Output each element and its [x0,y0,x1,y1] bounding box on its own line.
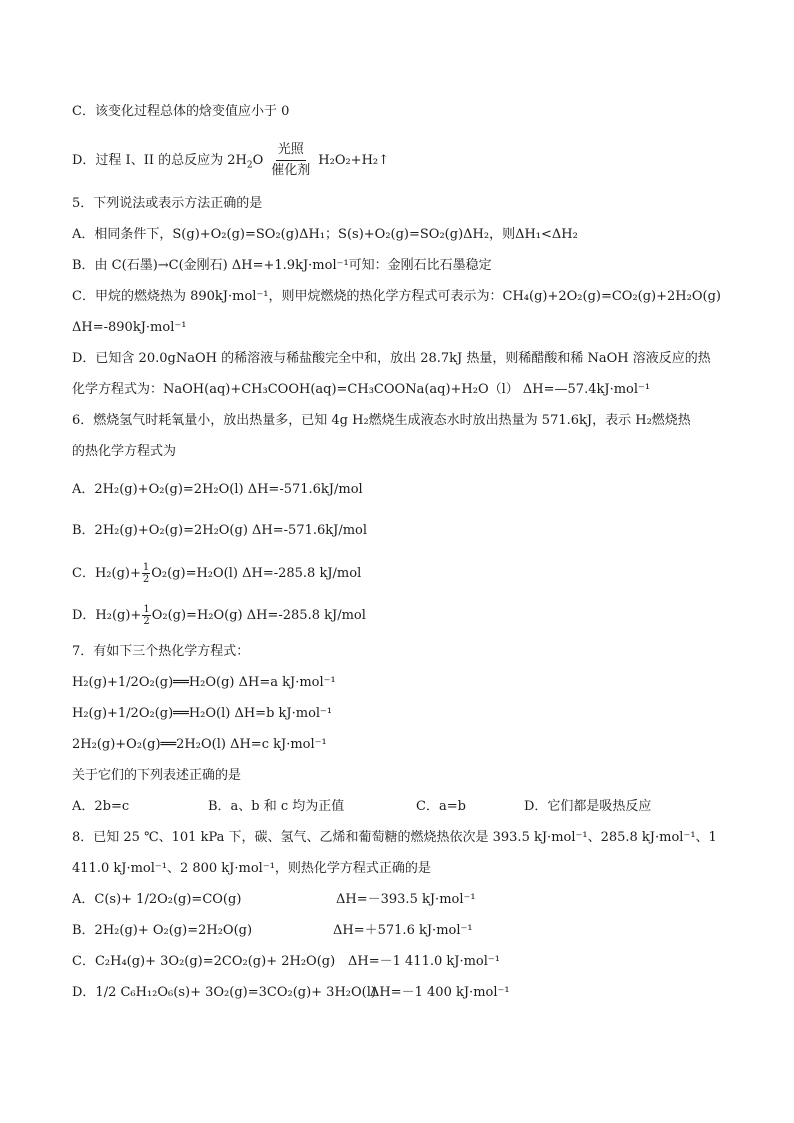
q8-option-c [72,952,335,972]
q7-equation-3: 2H₂(g)+O₂(g)══2H₂O(l) ΔH=c kJ·mol⁻¹ [72,737,327,752]
q8-option-a-equation: A．C(s)+ 1/2O₂(g)=CO(g) [72,892,242,907]
q5-stem: 5．下列说法或表示方法正确的是 [72,196,263,211]
q8-option-c-equation: C．C₂H₄(g)+ 3O₂(g)=2CO₂(g)+ 2H₂O(g) [72,954,336,969]
q8-stem-line1: 8．已知 25 ℃、101 kPa 下，碳、氢气、乙烯和葡萄糖的燃烧热依次是 393.5 kJ·mol⁻¹、285.8 kJ·mol⁻¹、1 [72,830,717,845]
q7-option-d: D．它们都是吸热反应 [524,799,652,814]
fraction-denominator: 2 [143,616,150,627]
q6-stem-line1: 6．燃烧氢气时耗氧量小，放出热量多，已知 4g H₂燃烧生成液态水时放出热量为 571.6kJ，表示 H₂燃烧热 [72,413,691,428]
q8-stem-line2: 411.0 kJ·mol⁻¹、2 800 kJ·mol⁻¹，则热化学方程式正确的是 [72,861,431,876]
q6-stem-line2: 的热化学方程式为 [72,444,177,459]
q6-option-c [72,562,361,585]
q7-stem: 7．有如下三个热化学方程式： [72,644,250,659]
q7-equation-1: H₂(g)+1/2O₂(g)══H₂O(g) ΔH=a kJ·mol⁻¹ [72,675,336,690]
q6-option-d [72,604,366,627]
condition-top: 光照 [276,140,306,161]
q6-option-c-rest: O₂(g)=H₂O(l) ΔH=-285.8 kJ/mol [151,566,362,581]
q7-question: 关于它们的下列表述正确的是 [72,768,242,783]
q5-option-d-line2: 化学方程式为：NaOH(aq)+CH₃COOH(aq)=CH₃COONa(aq)+H₂O（l） ΔH=—57.4kJ·mol⁻¹ [72,382,651,397]
condition-bottom: 催化剂 [271,163,311,178]
q7-equation-2: H₂(g)+1/2O₂(g)══H₂O(l) ΔH=b kJ·mol⁻¹ [72,706,333,721]
fraction-one-half [142,604,150,627]
q8-option-d [72,983,376,1003]
q8-option-d-equation: D．1/2 C₆H₁₂O₆(s)+ 3O₂(g)=3CO₂(g)+ 3H₂O(l) [72,985,376,1000]
q5-option-b: B．由 C(石墨)→C(金刚石) ΔH=+1.9kJ·mol⁻¹可知：金刚石比石墨稳定 [72,258,492,273]
q7-option-c: C．a=b [416,799,466,814]
q7-option-b: B．a、b 和 c 均为正值 [208,799,345,814]
q5-option-c-line1: C．甲烷的燃烧热为 890kJ·mol⁻¹，则甲烷燃烧的热化学方程式可表示为：CH₄(g)+2O₂(g)=CO₂(g)+2H₂O(g) [72,289,721,304]
q8-option-b-enthalpy: ΔH=＋571.6 kJ·mol⁻¹ [333,923,473,938]
q4-option-d: D．过程 I、II 的总反应为 $2H_2O$ 光照 催化剂 H₂O₂+H₂↑ [72,140,389,181]
q4-option-d-products: H₂O₂+H₂↑ [318,153,390,168]
fraction-one-half [142,562,150,585]
q8-option-a-enthalpy: ΔH=－393.5 kJ·mol⁻¹ [336,892,476,907]
q6-option-d-rest: O₂(g)=H₂O(g) ΔH=-285.8 kJ/mol [151,608,366,623]
q5-option-d-line1: D．已知含 20.0gNaOH 的稀溶液与稀盐酸完全中和，放出 28.7kJ 热量，则稀醋酸和稀 NaOH 溶液反应的热 [72,351,711,366]
q4-option-c: C．该变化过程总体的焓变值应小于 0 [72,104,290,119]
q5-option-c-line2: ΔH=-890kJ·mol⁻¹ [72,320,187,335]
fraction-denominator: 2 [142,574,150,585]
q6-option-b: B．2H₂(g)+O₂(g)=2H₂O(g) ΔH=-571.6kJ/mol [72,523,368,538]
q6-option-a: A．2H₂(g)+O₂(g)=2H₂O(l) ΔH=-571.6kJ/mol [72,482,363,497]
q7-options [72,797,722,817]
fraction-numerator: 1 [142,562,150,573]
reaction-condition [271,140,310,181]
q4-option-d-mid: O [252,153,264,168]
q8-option-b-equation: B．2H₂(g)+ O₂(g)=2H₂O(g) [72,923,253,938]
q8-option-c-enthalpy: ΔH=－1 411.0 kJ·mol⁻¹ [348,954,500,969]
q4-option-d-prefix: D．过程 I、II 的总反应为 2H [72,153,247,168]
q8-option-a [72,890,241,910]
q7-option-a: A．2b=c [72,799,130,814]
q5-option-a: A．相同条件下，S(g)+O₂(g)=SO₂(g)ΔH₁；S(s)+O₂(g)=SO₂(g)ΔH₂，则ΔH₁<ΔH₂ [72,227,578,242]
q6-option-c-prefix: C．H₂(g)+ [72,566,141,581]
q8-option-d-enthalpy: ΔH=－1 400 kJ·mol⁻¹ [370,985,510,1000]
q6-option-d-prefix: D．H₂(g)+ [72,608,142,623]
q8-option-b [72,921,252,941]
fraction-numerator: 1 [143,604,150,615]
